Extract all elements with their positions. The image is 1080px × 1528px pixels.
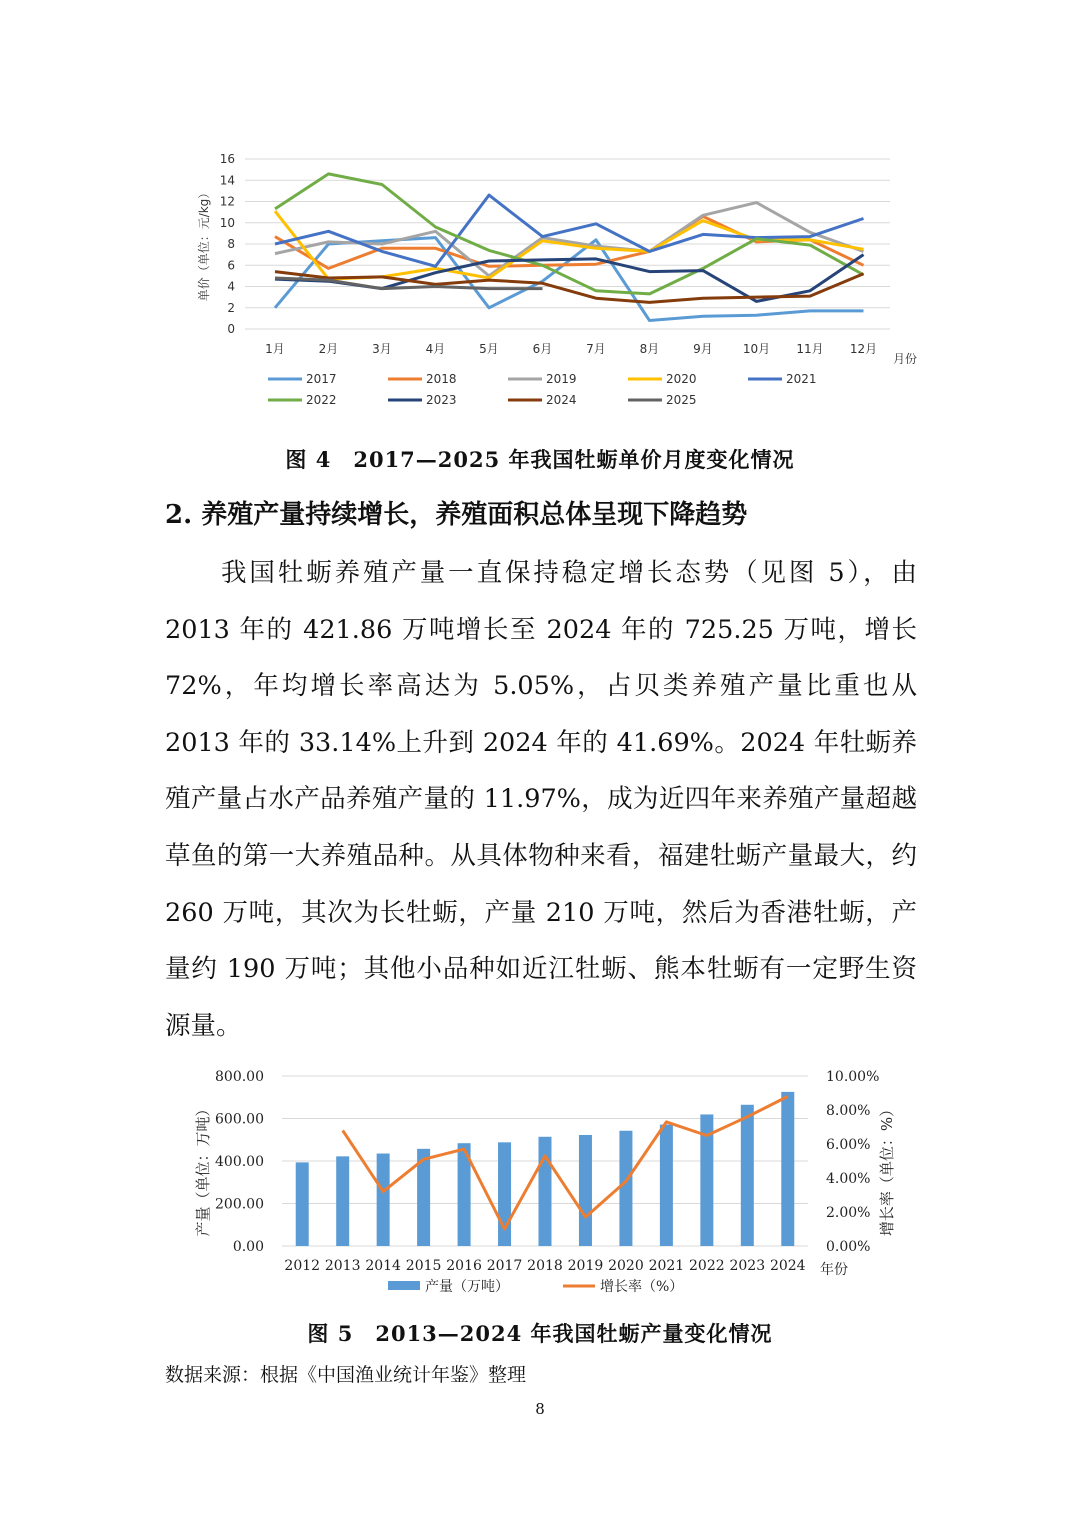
production-bar (741, 1105, 754, 1246)
growth-y-tick-label: 4.00% (826, 1171, 871, 1187)
production-x-tick-label: 2022 (689, 1258, 725, 1274)
price-legend-label: 2025 (666, 393, 697, 407)
price-x-tick-label: 12月 (849, 342, 878, 356)
price-legend-label: 2018 (426, 372, 457, 386)
production-bar (619, 1131, 632, 1246)
figure-4-caption: 图 4 2017—2025 年我国牡蛎单价月度变化情况 (285, 447, 795, 472)
production-x-tick-label: 2017 (486, 1258, 523, 1274)
price-x-tick-label: 11月 (796, 342, 824, 356)
body-paragraph: 我国牡蛎养殖产量一直保持稳定增长态势（见图 5），由 2013 年的 421.86 万吨增长至 2024 年的 725.25 万吨，增长 72%，年均增长率高达为 5.05%，占贝类养殖产量比重也从 2013 年的 33.14%上升到 2024 年的 41.69%。2024 年牡蛎养殖产量占水产品养殖产量的 11.97%，成为近四年来养殖产量超越草鱼的第一大养殖品种。从具体物种来看，福建牡蛎产量最大，约 260 万吨，其次为长牡蛎，产量 210 万吨，然后为香港牡蛎，产量约 190 万吨；其他小品种如近江牡蛎、熊本牡蛎有一定野生资源量。 (165, 558, 917, 1041)
production-y-tick-label: 0.00 (232, 1239, 264, 1255)
production-x-axis-label: 年份 (820, 1262, 848, 1278)
price-y-tick-label: 8 (227, 237, 235, 251)
price-legend-label: 2024 (546, 393, 577, 407)
price-x-tick-label: 8月 (639, 342, 660, 356)
growth-y-tick-label: 6.00% (826, 1137, 871, 1153)
data-source-note: 数据来源：根据《中国渔业统计年鉴》整理 (165, 1364, 527, 1386)
production-bar (336, 1156, 349, 1246)
production-x-tick-label: 2021 (648, 1258, 685, 1274)
production-legend-swatch (388, 1281, 420, 1290)
production-x-tick-label: 2019 (567, 1258, 604, 1274)
growth-y-tick-label: 2.00% (826, 1205, 871, 1221)
production-y-axis-label: 产量（单位：万吨） (194, 1101, 212, 1237)
price-x-tick-label: 9月 (693, 342, 713, 356)
production-x-tick-label: 2013 (324, 1258, 361, 1274)
production-x-tick-label: 2015 (405, 1258, 442, 1274)
production-x-tick-label: 2014 (365, 1258, 401, 1274)
oyster-price-line-chart (190, 145, 918, 415)
production-x-tick-label: 2016 (446, 1258, 482, 1274)
price-legend-label: 2017 (306, 372, 337, 386)
price-y-tick-label: 16 (219, 152, 235, 166)
production-legend-label: 产量（万吨） (425, 1279, 509, 1295)
production-y-tick-label: 200.00 (215, 1196, 264, 1213)
production-bar (579, 1135, 592, 1246)
growth-y-tick-label: 10.00% (826, 1069, 880, 1085)
price-y-tick-label: 6 (227, 258, 235, 273)
production-x-tick-label: 2018 (527, 1258, 563, 1274)
price-legend-label: 2023 (426, 393, 457, 407)
production-bar (377, 1154, 390, 1246)
price-x-tick-label: 1月 (265, 342, 285, 356)
price-x-tick-label: 2月 (318, 342, 339, 356)
figure-5-caption: 图 5 2013—2024 年我国牡蛎产量变化情况 (307, 1321, 773, 1346)
production-bar (296, 1162, 309, 1246)
growth-y-tick-label: 8.00% (826, 1103, 871, 1119)
production-bar (660, 1125, 673, 1246)
price-y-axis-label: 单价（单位：元/kg） (197, 186, 211, 302)
growth-rate-line (343, 1096, 788, 1229)
price-y-tick-label: 10 (219, 215, 235, 230)
price-x-tick-label: 7月 (586, 342, 606, 356)
growth-y-tick-label: 0.00% (826, 1239, 871, 1255)
production-x-tick-label: 2012 (284, 1258, 321, 1274)
production-bar (539, 1137, 552, 1246)
growth-y-axis-label: 增长率（单位：%） (878, 1101, 896, 1237)
section-title: 2. 养殖产量持续增长，养殖面积总体呈现下降趋势 (165, 500, 748, 530)
price-x-tick-label: 10月 (742, 342, 771, 356)
page-number: 8 (535, 1400, 545, 1418)
price-y-tick-label: 2 (227, 300, 235, 315)
production-chart-svg (180, 1062, 900, 1307)
production-x-tick-label: 2024 (769, 1258, 806, 1274)
price-y-tick-label: 0 (227, 322, 235, 336)
production-x-tick-label: 2023 (729, 1258, 766, 1274)
oyster-production-bar-chart (180, 1062, 900, 1307)
price-y-tick-label: 12 (219, 194, 235, 209)
production-y-tick-label: 800.00 (215, 1069, 264, 1085)
price-x-tick-label: 5月 (479, 342, 499, 356)
price-x-axis-label: 月份 (893, 352, 918, 366)
price-legend-label: 2021 (786, 372, 817, 386)
price-chart-svg (190, 145, 918, 415)
price-legend-label: 2020 (666, 372, 697, 386)
production-y-tick-label: 400.00 (215, 1154, 264, 1170)
production-bar (781, 1092, 794, 1246)
price-y-tick-label: 14 (219, 173, 235, 188)
price-x-tick-label: 3月 (372, 342, 392, 356)
price-x-tick-label: 4月 (425, 342, 446, 356)
production-x-tick-label: 2020 (608, 1258, 644, 1274)
price-legend-label: 2019 (546, 372, 577, 386)
price-legend-label: 2022 (306, 393, 337, 407)
price-x-tick-label: 6月 (532, 342, 553, 356)
growth-legend-label: 增长率（%） (600, 1279, 684, 1295)
production-y-tick-label: 600.00 (215, 1111, 264, 1128)
price-y-tick-label: 4 (227, 279, 235, 294)
